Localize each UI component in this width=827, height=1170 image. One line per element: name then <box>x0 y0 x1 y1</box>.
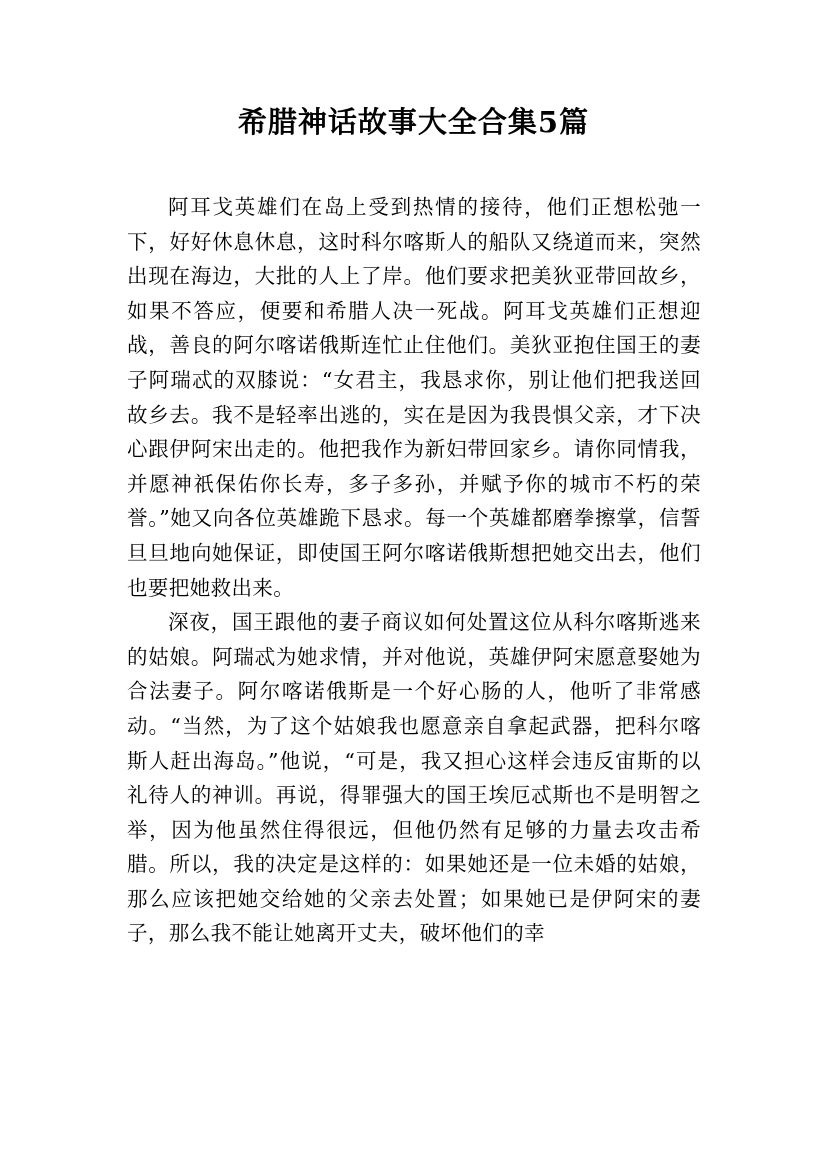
paragraph-1: 阿耳戈英雄们在岛上受到热情的接待，他们正想松弛一下，好好休息休息，这时科尔喀斯人的船队又绕道而来，突然出现在海边，大批的人上了岸。他们要求把美狄亚带回故乡，如果不答应，便要和希腊人决一死战。阿耳戈英雄们正想迎战，善良的阿尔喀诺俄斯连忙止住他们。美狄亚抱住国王的妻子阿瑞忒的双膝说：“女君主，我恳求你，别让他们把我送回故乡去。我不是轻率出逃的，实在是因为我畏惧父亲，才下决心跟伊阿宋出走的。他把我作为新妇带回家乡。请你同情我，并愿神祇保佑你长寿，多子多孙，并赋予你的城市不朽的荣誉。”她又向各位英雄跪下恳求。每一个英雄都磨拳擦掌，信誓旦旦地向她保证，即使国王阿尔喀诺俄斯想把她交出去，他们也要把她救出来。 <box>127 195 701 600</box>
paragraph-2: 深夜，国王跟他的妻子商议如何处置这位从科尔喀斯逃来的姑娘。阿瑞忒为她求情，并对他说，英雄伊阿宋愿意娶她为合法妻子。阿尔喀诺俄斯是一个好心肠的人，他听了非常感动。“当然，为了这个姑娘我也愿意亲自拿起武器，把科尔喀斯人赶出海岛。”他说，“可是，我又担心这样会违反宙斯的以礼待人的神训。再说，得罪强大的国王埃厄忒斯也不是明智之举，因为他虽然住得很远，但他仍然有足够的力量去攻击希腊。所以，我的决定是这样的：如果她还是一位未婚的姑娘，那么应该把她交给她的父亲去处置；如果她已是伊阿宋的妻子，那么我不能让她离开丈夫，破坏他们的幸 <box>127 610 701 946</box>
document-title: 希腊神话故事大全合集5篇 <box>237 105 590 139</box>
document-body <box>127 190 701 951</box>
